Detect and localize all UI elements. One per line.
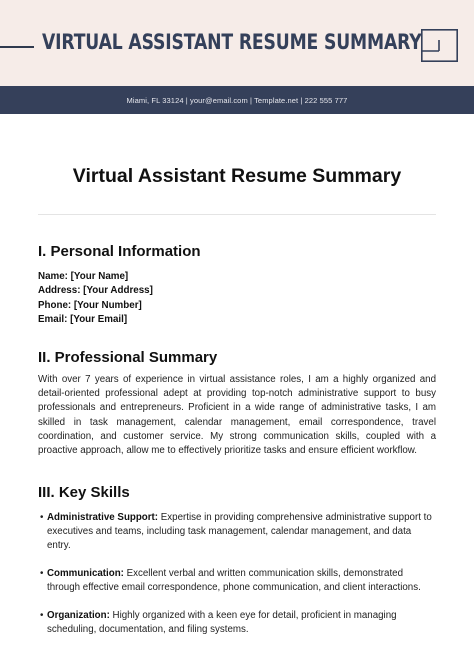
document-title: Virtual Assistant Resume Summary bbox=[72, 165, 402, 187]
banner-accent-line bbox=[0, 46, 34, 48]
bullet-icon: • bbox=[40, 610, 44, 622]
template-logo-icon bbox=[421, 29, 458, 62]
key-skills-list bbox=[38, 511, 436, 637]
personal-information-heading: I. Personal Information bbox=[38, 243, 201, 260]
skill-label: Communication: bbox=[47, 568, 124, 580]
skill-label: Organization: bbox=[47, 610, 110, 622]
contact-bar bbox=[0, 86, 474, 114]
professional-summary-text: With over 7 years of experience in virtual assistance roles, I am a highly organized and detail-oriented professional adept at providing top-notch administrative support to busy professionals and entrepreneurs. Proficient in a wide range of administrative tasks, I am skilled in task management, calendar management, email correspondence, travel coordination, and customer service. My strong communication skills, coupled with a proactive approach, allow me to effectively prioritize tasks and ensure efficient workflow. bbox=[38, 374, 436, 457]
professional-summary-heading: II. Professional Summary bbox=[38, 349, 218, 366]
skill-description: Expertise in providing comprehensive administrative support to executives and teams, including task management, calendar management, and data entry. bbox=[47, 512, 432, 552]
skill-label: Administrative Support: bbox=[47, 512, 159, 523]
skill-description: Highly organized with a keen eye for detail, proficient in managing scheduling, documentation, and filing systems. bbox=[47, 610, 397, 636]
header-banner bbox=[0, 0, 474, 86]
contact-info: Miami, FL 33124 | your@email.com | Template.net | 222 555 777 bbox=[126, 95, 348, 105]
skill-item bbox=[38, 609, 436, 637]
bullet-icon: • bbox=[40, 512, 44, 523]
professional-summary-section bbox=[38, 349, 436, 458]
key-skills-section bbox=[38, 484, 436, 651]
personal-email: Email: [Your Email] bbox=[38, 313, 128, 325]
banner-title: VIRTUAL ASSISTANT RESUME SUMMARY bbox=[42, 30, 422, 54]
personal-information-list bbox=[38, 270, 436, 327]
bullet-icon: • bbox=[40, 568, 44, 580]
key-skills-heading: III. Key Skills bbox=[38, 484, 130, 501]
skill-item bbox=[38, 511, 436, 554]
personal-information-section bbox=[38, 243, 436, 327]
personal-address: Address: [Your Address] bbox=[38, 285, 153, 297]
personal-name: Name: [Your Name] bbox=[38, 271, 129, 282]
skill-description: Excellent verbal and written communication skills, demonstrated through effective email correspondence, phone communication, and client interactions. bbox=[47, 568, 421, 594]
skill-item bbox=[38, 567, 436, 595]
title-divider bbox=[38, 214, 436, 215]
page-fade-overlay bbox=[0, 654, 474, 671]
personal-phone: Phone: [Your Number] bbox=[38, 299, 142, 311]
